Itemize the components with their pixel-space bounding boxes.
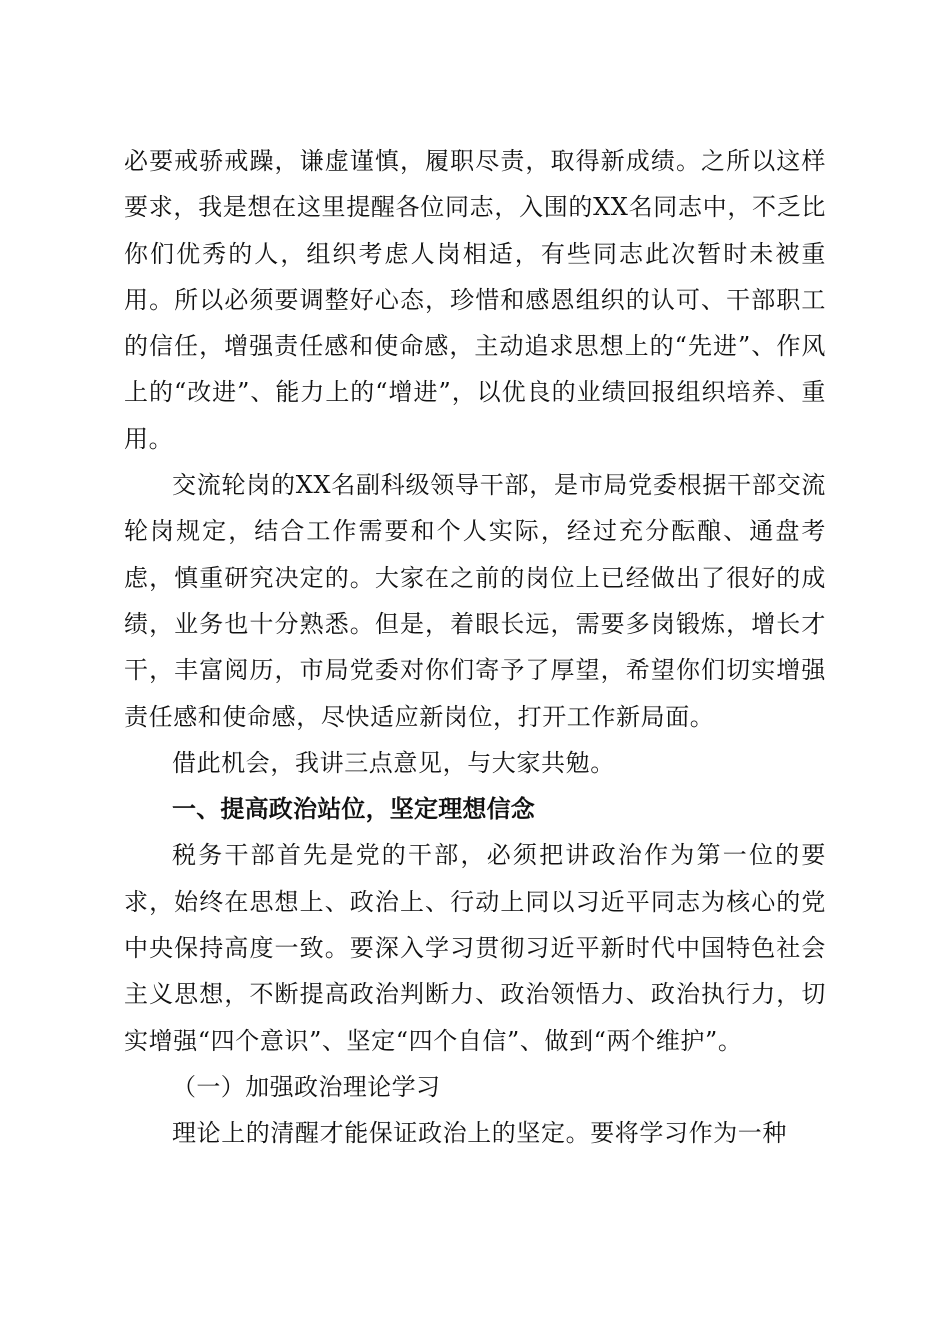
paragraph-theory-study: 理论上的清醒才能保证政治上的坚定。要将学习作为一种 xyxy=(172,1119,787,1148)
paragraph-political-requirement: 税务干部首先是党的干部，必须把讲政治作为第一位的要求，始终在思想上、政治上、行动上同以习近平同志为核心的党中央保持高度一致。要深入学习贯彻习近平新时代中国特色社会主义思想，不断提高政治判断力、政治领悟力、政治执行力，切实增强“四个意识”、坚定“四个自信”、做到“两个维护”。 xyxy=(124,841,826,1055)
paragraph-rotation-cadres: 交流轮岗的XX名副科级领导干部，是市局党委根据干部交流轮岗规定，结合工作需要和个人实际，经过充分酝酿、通盘考虑，慎重研究决定的。大家在之前的岗位上已经做出了很好的成绩，业务也十分熟悉。但是，着眼长远，需要多岗锻炼，增长才干，丰富阅历，市局党委对你们寄予了厚望，希望你们切实增强责任感和使命感，尽快适应新岗位，打开工作新局面。 xyxy=(124,471,826,731)
section-heading-political-stance: 一、提高政治站位，坚定理想信念 xyxy=(172,795,535,824)
paragraph-three-opinions: 借此机会，我讲三点意见，与大家共勉。 xyxy=(172,748,615,777)
paragraph-continuation: 必要戒骄戒躁，谦虚谨慎，履职尽责，取得新成绩。之所以这样要求，我是想在这里提醒各位同志，入围的XX名同志中，不乏比你们优秀的人，组织考虑人岗相适，有些同志此次暂时未被重用。所以必须要调整好心态，珍惜和感恩组织的认可、干部职工的信任，增强责任感和使命感，主动追求思想上的“先进”、作风上的“改进”、能力上的“增进”，以优良的业绩回报组织培养、重用。 xyxy=(124,147,826,453)
document-body xyxy=(124,138,826,1157)
subsection-heading-theory-study: （一）加强政治理论学习 xyxy=(172,1072,441,1101)
